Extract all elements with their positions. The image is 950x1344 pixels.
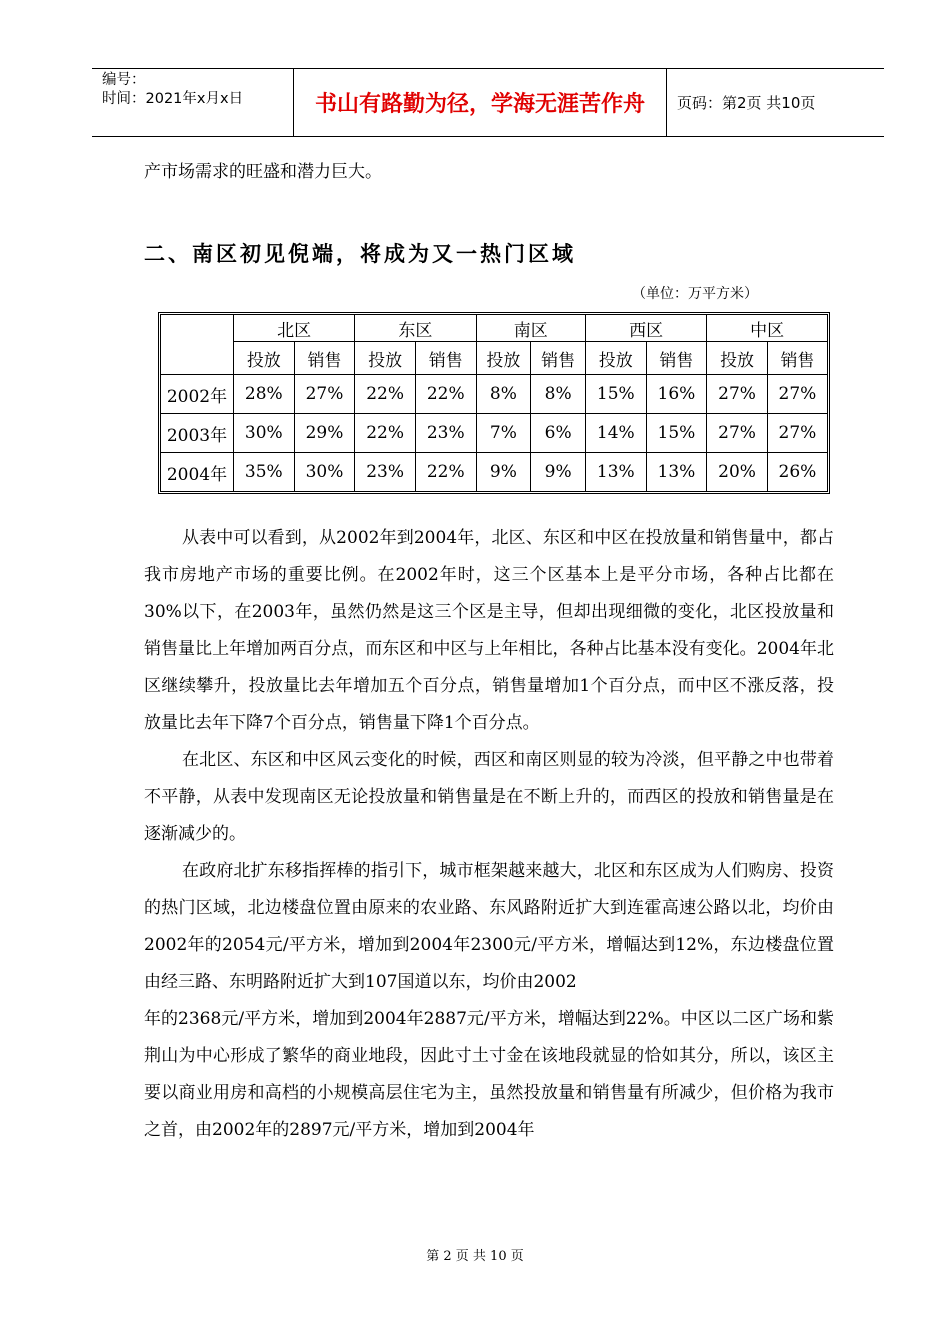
table-row [161,375,827,414]
table-cell: 27% [768,375,827,414]
table-cell: 8% [477,375,532,414]
table-cell: 35% [234,453,295,491]
table-cell: 23% [355,453,416,491]
region-header: 中区 [707,315,827,342]
sub-header: 销售 [768,342,827,375]
table-row [161,414,827,453]
region-header: 东区 [355,315,476,342]
number-label: 编号： [102,72,146,88]
table-cell: 15% [586,375,647,414]
paragraph: 年的2368元/平方米，增加到2004年2887元/平方米，增幅达到22%。中区以二区广场和紫荆山为中心形成了繁华的商业地段，因此寸土寸金在该地段就显的恰如其分，所以，该区主要以商业用房和高档的小规模高层住宅为主，虽然投放量和销售量有所减少，但价格为我市之首，由2002年的2897元/平方米，增加到2004年 [144,1009,834,1140]
table-cell: 23% [416,414,477,453]
table-cell: 27% [707,375,768,414]
intro-line: 产市场需求的旺盛和潜力巨大。 [144,162,382,182]
table-cell: 29% [295,414,356,453]
header-page-number: 页码：第2页 共10页 [677,94,816,112]
table-cell: 13% [586,453,647,491]
sub-header-row [161,342,827,375]
region-header: 北区 [234,315,355,342]
body-text [144,520,834,1149]
time-label: 时间：2021年x月x日 [102,91,244,107]
table-cell: 20% [707,453,768,491]
table-cell: 6% [531,414,586,453]
sub-header: 销售 [531,342,586,375]
table-cell: 16% [647,375,708,414]
page-header [92,68,884,137]
page-footer: 第 2 页 共 10 页 [426,1249,524,1264]
table-cell: 28% [234,375,295,414]
sub-header: 投放 [707,342,768,375]
table-cell: 9% [477,453,532,491]
table-cell: 22% [416,375,477,414]
paragraph: 在北区、东区和中区风云变化的时候，西区和南区则显的较为冷淡，但平静之中也带着不平静，从表中发现南区无论投放量和销售量是在不断上升的，而西区的投放和销售量是在逐渐减少的。 [144,750,834,844]
year-cell: 2004年 [161,453,234,491]
region-header: 南区 [477,315,586,342]
table-cell: 30% [234,414,295,453]
sub-header: 投放 [586,342,647,375]
table-cell: 30% [295,453,356,491]
paragraph: 从表中可以看到，从2002年到2004年，北区、东区和中区在投放量和销售量中，都占我市房地产市场的重要比例。在2002年时，这三个区基本上是平分市场，各种占比都在30%以下，在2003年，虽然仍然是这三个区是主导，但却出现细微的变化，北区投放量和销售量比上年增加两百分点，而东区和中区与上年相比，各种占比基本没有变化。2004年北区继续攀升，投放量比去年增加五个百分点，销售量增加1个百分点，而中区不涨反落，投放量比去年下降7个百分点，销售量下降1个百分点。 [144,528,834,733]
header-motto: 书山有路勤为径，学海无涯苦作舟 [294,69,667,136]
sub-header: 投放 [234,342,295,375]
section-heading: 二、南区初见倪端，将成为又一热门区域 [144,242,576,266]
year-cell: 2002年 [161,375,234,414]
table-cell: 26% [778,462,817,482]
sub-header: 投放 [355,342,416,375]
table-cell: 13% [647,453,708,491]
table-cell: 14% [586,414,647,453]
sub-header: 销售 [416,342,477,375]
table-cell: 22% [355,414,416,453]
table-cell: 15% [647,414,708,453]
header-meta [92,69,294,136]
corner-cell [161,315,234,375]
paragraph: 在政府北扩东移指挥棒的指引下，城市框架越来越大，北区和东区成为人们购房、投资的热门区域，北边楼盘位置由原来的农业路、东风路附近扩大到连霍高速公路以北，均价由2002年的2054元/平方米，增加到2004年2300元/平方米，增幅达到12%，东边楼盘位置由经三路、东明路附近扩大到107国道以东，均价由2002 [144,861,834,992]
table-cell: 8% [531,375,586,414]
table-cell: 9% [531,453,586,491]
region-header-row [161,315,827,342]
unit-note: （单位：万平方米） [632,286,758,302]
table-cell: 27% [768,414,827,453]
table-row [161,453,827,491]
table-cell: 7% [477,414,532,453]
table-cell: 27% [707,414,768,453]
table-cell: 22% [355,375,416,414]
data-table [158,312,830,494]
sub-header: 投放 [477,342,532,375]
sub-header: 销售 [295,342,356,375]
region-header: 西区 [586,315,707,342]
sub-header: 销售 [647,342,708,375]
year-cell: 2003年 [161,414,234,453]
table-cell: 22% [416,453,477,491]
table-cell: 27% [295,375,356,414]
